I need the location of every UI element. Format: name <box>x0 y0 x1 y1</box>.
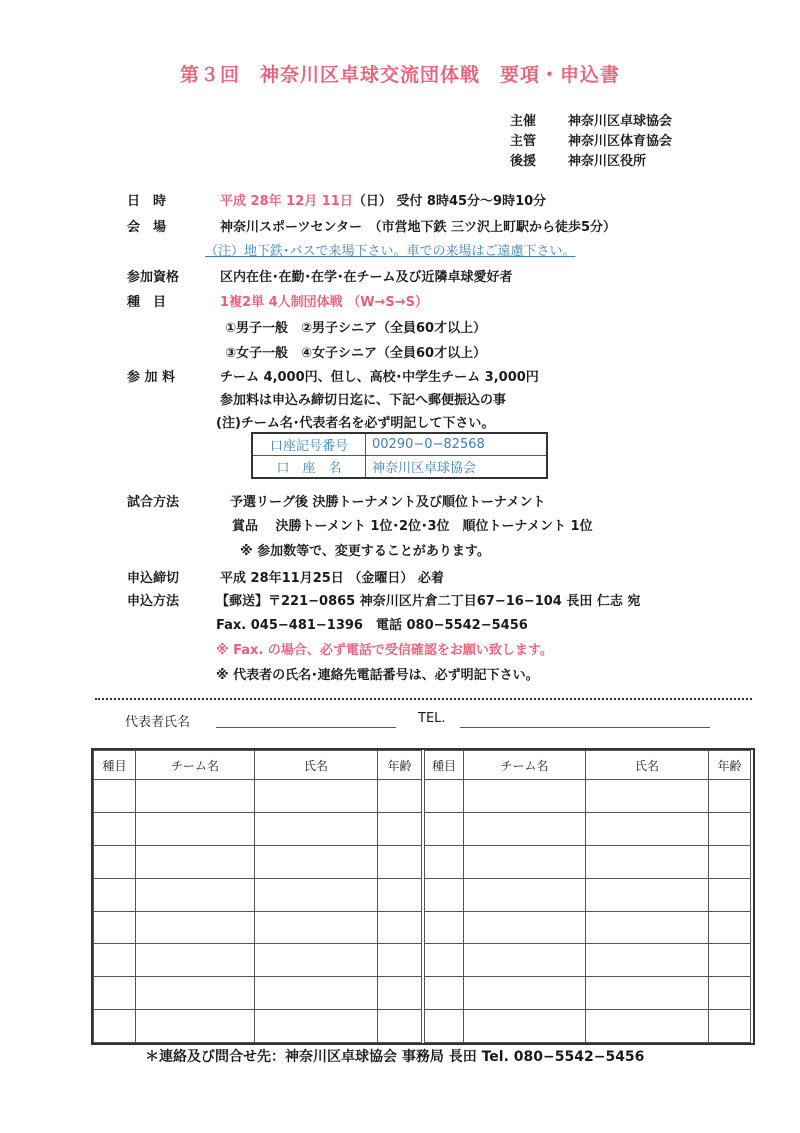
table-row[interactable] <box>94 911 422 944</box>
page-title: 第３回 神奈川区卓球交流団体戦 要項・申込書 <box>179 64 620 86</box>
transport-notice: （注）地下鉄･バスで来場下さい。車での来場はご遠慮下さい。 <box>205 244 576 259</box>
eligibility-label: 参加資格 <box>127 270 180 285</box>
method-line-4: ※ 代表者の氏名･連絡先電話番号は、必ず明記下さい。 <box>216 668 539 683</box>
table-row[interactable] <box>94 944 422 977</box>
venue-value: 神奈川スポーツセンター （市営地下鉄 三ツ沢上町駅から徒歩5分） <box>220 220 617 235</box>
table-row[interactable] <box>94 812 422 845</box>
cut-line <box>95 698 752 700</box>
sponsor-label: 後援 <box>510 154 537 169</box>
table-row[interactable] <box>425 845 751 878</box>
header-age: 年齢 <box>378 751 422 780</box>
method-label: 申込方法 <box>127 594 180 609</box>
roster-table-right <box>424 750 751 1043</box>
header-event: 種目 <box>425 751 464 780</box>
account-number: 00290−0−82568 <box>366 433 548 456</box>
venue-label: 会 場 <box>127 220 167 235</box>
table-row[interactable] <box>94 977 422 1010</box>
organizer-value: 神奈川区卓球協会 <box>568 114 673 129</box>
datetime-value <box>220 190 546 209</box>
deadline-label: 申込締切 <box>127 571 180 586</box>
table-row[interactable] <box>425 780 751 813</box>
match-line-2: 賞品 決勝トーメント 1位･2位･3位 順位トーナメント 1位 <box>232 519 593 534</box>
table-row[interactable] <box>94 1010 422 1043</box>
method-line-1: 【郵送】〒221−0865 神奈川区片倉二丁目67−16−104 長田 仁志 宛 <box>216 594 641 609</box>
account-number-label: 口座記号番号 <box>252 433 366 456</box>
fee-line-2: 参加料は申込み締切日迄に、下記へ郵便振込の事 <box>220 393 507 408</box>
event-date: 平成 28年 12月 11日 <box>220 194 353 209</box>
tel-field[interactable] <box>460 727 710 728</box>
table-row[interactable] <box>94 845 422 878</box>
method-line-2: Fax. 045−481−1396 電話 080−5542−5456 <box>216 618 528 633</box>
events-row-1: ①男子一般 ②男子シニア（全員60才以上） <box>225 321 487 336</box>
deadline-value: 平成 28年11月25日 （金曜日） 必着 <box>220 571 444 586</box>
table-row[interactable] <box>425 977 751 1010</box>
header-name: 氏名 <box>586 751 709 780</box>
table-row[interactable] <box>425 911 751 944</box>
roster-table-left <box>93 750 422 1043</box>
header-team-name: チーム名 <box>136 751 255 780</box>
manager-label: 主管 <box>510 134 537 149</box>
table-row[interactable] <box>425 878 751 911</box>
table-row[interactable] <box>94 780 422 813</box>
sponsor-value: 神奈川区役所 <box>568 154 647 169</box>
fee-line-3: (注)チーム名･代表者名を必ず明記して下さい。 <box>216 416 495 431</box>
table-row[interactable] <box>425 1010 751 1043</box>
header-event: 種目 <box>94 751 136 780</box>
table-row[interactable] <box>425 812 751 845</box>
organizer-label: 主催 <box>510 114 537 129</box>
contact-footer: ＊連絡及び問合せ先：神奈川区卓球協会 事務局 長田 Tel. 080−5542−5456 <box>145 1049 645 1065</box>
fee-line-1: チーム 4,000円、但し、高校･中学生チーム 3,000円 <box>220 370 539 385</box>
method-line-3: ※ Fax. の場合、必ず電話で受信確認をお願い致します。 <box>216 643 553 658</box>
representative-name-field[interactable] <box>216 727 396 728</box>
events-format: 1複2単 4人制団体戦 （W→S→S） <box>220 295 429 310</box>
fee-label: 参 加 料 <box>127 370 176 385</box>
account-name-label: 口 座 名 <box>252 456 366 479</box>
manager-value: 神奈川区体育協会 <box>568 134 673 149</box>
match-line-1: 予選リーグ後 決勝トーナメント及び順位トーナメント <box>230 495 546 510</box>
account-name: 神奈川区卓球協会 <box>366 456 548 479</box>
roster-grid <box>91 748 755 1045</box>
header-age: 年齢 <box>709 751 751 780</box>
header-name: 氏名 <box>255 751 378 780</box>
reception-time: （日） 受付 8時45分～9時10分 <box>352 194 547 209</box>
representative-label: 代表者氏名 <box>125 715 191 730</box>
eligibility-value: 区内在住･在勤･在学･在チーム及び近隣卓球愛好者 <box>220 270 513 285</box>
events-row-2: ③女子一般 ④女子シニア（全員60才以上） <box>225 346 487 361</box>
events-label: 種 目 <box>127 295 167 310</box>
match-line-3: ※ 参加数等で、変更することがあります。 <box>240 544 490 559</box>
tel-label: TEL. <box>418 711 446 726</box>
header-team-name: チーム名 <box>464 751 586 780</box>
table-row[interactable] <box>94 878 422 911</box>
match-label: 試合方法 <box>127 495 180 510</box>
account-info-table <box>251 432 548 479</box>
datetime-label: 日 時 <box>127 194 167 209</box>
table-row[interactable] <box>425 944 751 977</box>
